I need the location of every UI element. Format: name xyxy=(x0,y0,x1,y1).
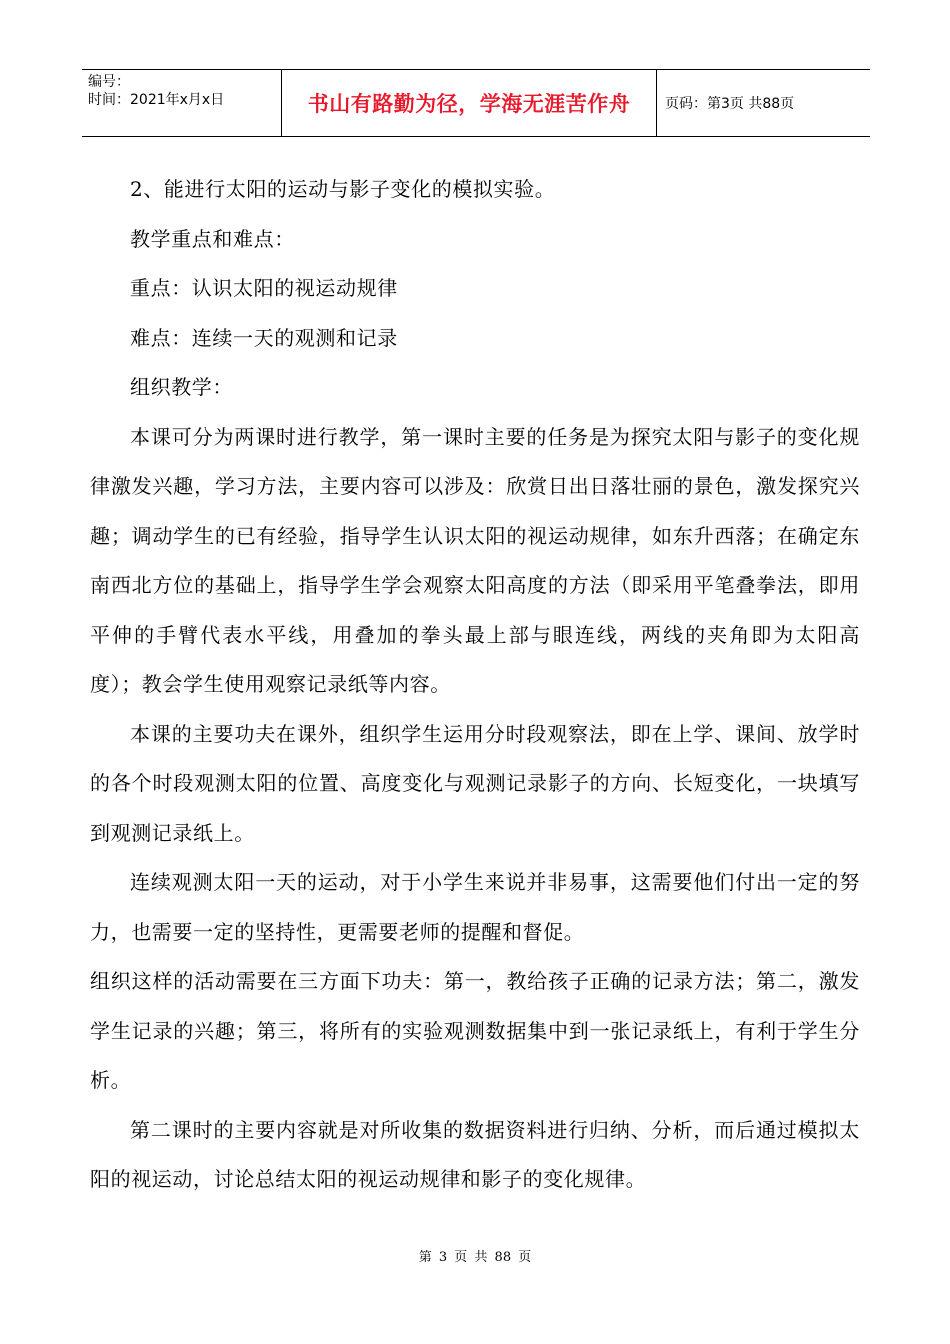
paragraph-key-points-heading: 教学重点和难点： xyxy=(130,226,295,251)
paragraph-difficulty: 难点：连续一天的观测和记录 xyxy=(130,325,398,350)
document-date-label: 时间：2021年x月x日 xyxy=(88,92,225,108)
paragraph-objective-2: 2、能进行太阳的运动与影子变化的模拟实验。 xyxy=(130,177,556,201)
paragraph-lesson-two: 第二课时的主要内容就是对所收集的数据资料进行归纳、分析，而后通过模拟太阳的视运动，讨论总结太阳的视运动规律和影子的变化规律。 xyxy=(90,1117,860,1191)
page-footer: 第 3 页 共 88 页 xyxy=(418,1250,532,1265)
document-body xyxy=(90,165,860,1205)
header-meta-cell xyxy=(82,70,282,136)
paragraph-three-aspects: 组织这样的活动需要在三方面下功夫：第一，教给孩子正确的记录方法；第二，激发学生记录的兴趣；第三，将所有的实验观测数据集中到一张记录纸上，有利于学生分析。 xyxy=(90,969,860,1092)
paragraph-organize-heading: 组织教学： xyxy=(130,375,233,399)
page-header xyxy=(82,69,870,137)
document-number-label: 编号： xyxy=(88,74,130,90)
paragraph-continuous-observation: 连续观测太阳一天的运动，对于小学生来说并非易事，这需要他们付出一定的努力，也需要一定的坚持性，更需要老师的提醒和督促。 xyxy=(90,870,860,944)
paragraph-key-point: 重点：认识太阳的视运动规律 xyxy=(130,276,398,300)
header-page-code: 页码：第3页 共88页 xyxy=(665,96,795,112)
paragraph-outdoor-observation: 本课的主要功夫在课外，组织学生运用分时段观察法，即在上学、课间、放学时的各个时段观测太阳的位置、高度变化与观测记录影子的方向、长短变化，一块填写到观测记录纸上。 xyxy=(90,721,860,845)
header-motto: 书山有路勤为径，学海无涯苦作舟 xyxy=(282,70,657,136)
paragraph-lesson-one: 本课可分为两课时进行教学，第一课时主要的任务是为探究太阳与影子的变化规律激发兴趣，学习方法，主要内容可以涉及：欣赏日出日落壮丽的景色，激发探究兴趣；调动学生的已有经验，指导学生认识太阳的视运动规律，如东升西落；在确定东南西北方位的基础上，指导学生学会观察太阳高度的方法（即采用平笔叠拳法，即用平伸的手臂代表水平线，用叠加的拳头最上部与眼连线，两线的夹角即为太阳高度）；教会学生使用观察记录纸等内容。 xyxy=(90,424,860,696)
